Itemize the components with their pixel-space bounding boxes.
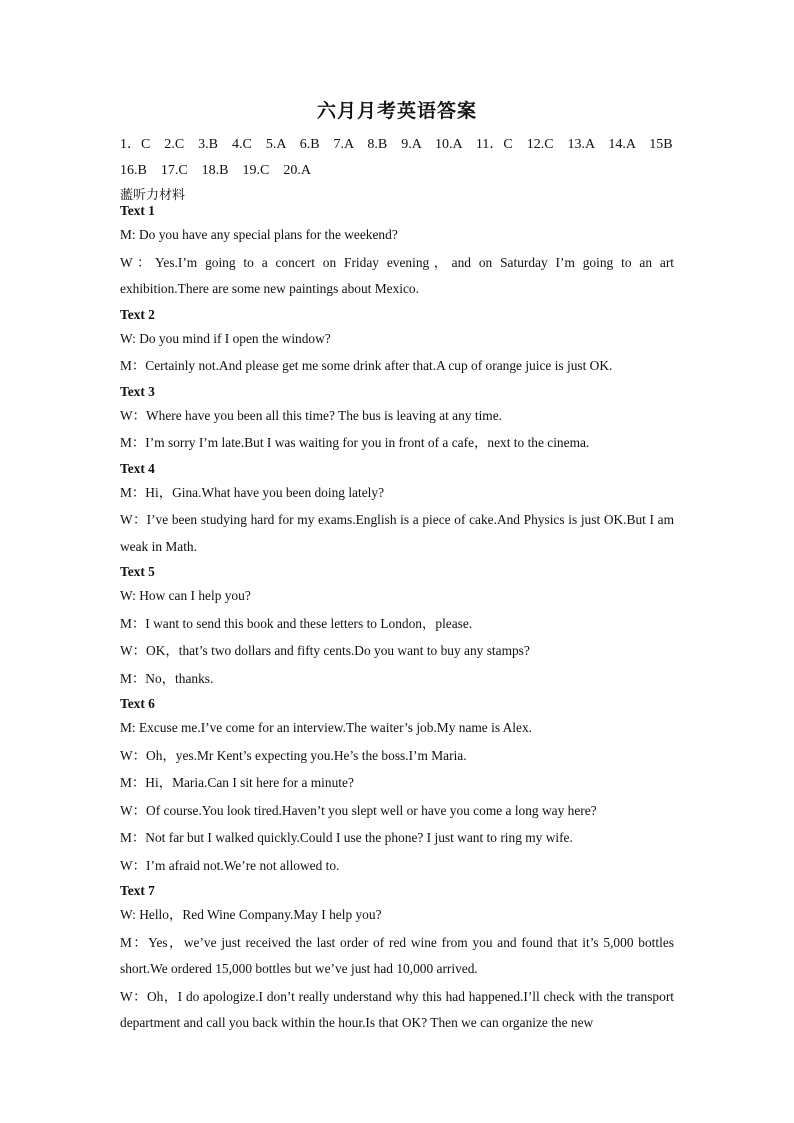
dialogue-line: W：I’m afraid not.We’re not allowed to. [120,857,340,873]
transcript-section [120,693,674,879]
transcript-heading: Text 6 [120,696,155,711]
transcript-heading: Text 2 [120,306,155,322]
dialogue-line: M：Hi，Gina.What have you been doing lately? [120,484,385,500]
dialogue-line: M：Certainly not.And please get me some drink after that.A cup of orange juice is just OK. [120,358,613,373]
dialogue-line: M: Excuse me.I’ve come for an interview.The waiter’s job.My name is Alex. [120,720,533,735]
dialogue-line: M：I want to send this book and these letters to London，please. [120,615,473,631]
dialogue-line: M：I’m sorry I’m late.But I was waiting for you in front of a cafe，next to the cinema. [120,435,590,450]
transcript-heading: Text 5 [120,564,155,579]
dialogue-line: W: Do you mind if I open the window? [120,330,331,346]
dialogue-line: M：Hi，Maria.Can I sit here for a minute? [120,775,354,790]
transcript-section [120,381,674,457]
section-title: 蘫听力材料 [120,188,186,203]
dialogue-line: W：Oh，I do apologize.I don’t really understand why this had happened.I’ll check with the transport department and call you back within the hour.Is that OK? Then we can organize the new [120,988,674,1030]
dialogue-line: W: Hello，Red Wine Company.May I help you? [120,907,382,922]
transcript-heading: Text 3 [120,383,155,399]
transcript-heading: Text 1 [120,203,155,218]
dialogue-line: W：Where have you been all this time? The bus is leaving at any time. [120,407,503,423]
dialogue-line: M: Do you have any special plans for the weekend? [120,227,398,242]
answer-key-line-1: 1．C 2.C 3.B 4.C 5.A 6.B 7.A 8.B 9.A 10.A 11．C 12.C 13.A 14.A 15B [120,137,673,152]
dialogue-line: W：Yes.I’m going to a concert on Friday evening，and on Saturday I’m going to an art exhibition.There are some new paintings about Mexico. [120,254,674,296]
dialogue-line: W：I’ve been studying hard for my exams.English is a piece of cake.And Physics is just OK.But I am weak in Math. [120,512,674,554]
dialogue-line: W：OK，that’s two dollars and fifty cents.Do you want to buy any stamps? [120,643,530,658]
dialogue-line: W：Oh，yes.Mr Kent’s expecting you.He’s the boss.I’m Maria. [120,747,467,763]
dialogue-line: M：No，thanks. [120,670,214,686]
dialogue-line: M：Yes，we’ve just received the last order of red wine from you and found that it’s 5,000 bottles short.We ordered 15,000 bottles but we’ve just had 10,000 arrived. [120,934,674,976]
transcript-section [120,200,674,303]
transcript-heading: Text 7 [120,883,155,898]
transcript-section [120,880,674,1037]
transcript-section [120,561,674,692]
answer-key-line-2: 16.B 17.C 18.B 19.C 20.A [120,163,311,178]
dialogue-line: M：Not far but I walked quickly.Could I use the phone? I just want to ring my wife. [120,830,573,845]
dialogue-line: W: How can I help you? [120,588,251,603]
answer-key [120,132,680,184]
transcript-section [120,304,674,380]
page-title: 六月月考英语答案 [316,100,477,122]
listening-transcripts [120,200,674,1038]
transcript-section [120,458,674,561]
transcript-heading: Text 4 [120,460,155,476]
dialogue-line: W：Of course.You look tired.Haven’t you slept well or have you come a long way here? [120,802,597,818]
